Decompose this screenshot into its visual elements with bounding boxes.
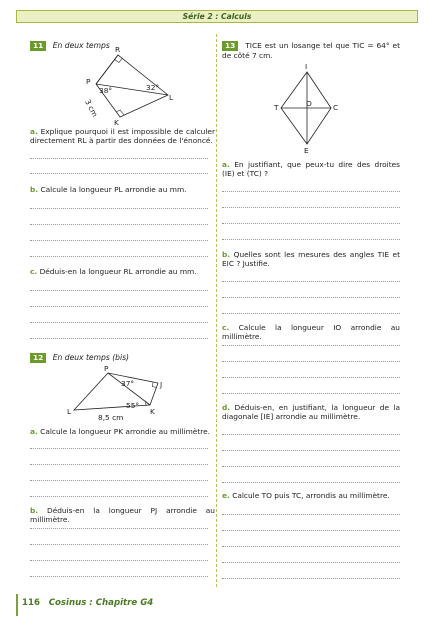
ex12-angle-p: 37°	[121, 379, 135, 388]
ex11-question-c-letter: c.	[30, 267, 38, 276]
ex12-question-a-text: Calcule la longueur PK arrondie au millimètre.	[40, 427, 210, 436]
answer-line[interactable]	[222, 450, 400, 451]
ex12-point-p: P	[104, 364, 109, 373]
ex13-question-a-letter: a.	[222, 160, 230, 169]
ex13-point-e: E	[304, 146, 309, 155]
chapter-title: Cosinus : Chapitre G4	[48, 598, 154, 608]
answer-line[interactable]	[222, 514, 400, 515]
ex13-question-c-text: Calcule la longueur IO arrondie au millimètre.	[222, 323, 400, 342]
ex13-question-e	[222, 491, 400, 500]
exercise-13-number: 13	[222, 41, 238, 51]
ex13-point-o: O	[306, 99, 312, 108]
ex13-question-a	[222, 160, 400, 179]
answer-line[interactable]	[222, 562, 400, 563]
answer-line[interactable]	[222, 393, 400, 394]
answer-line[interactable]	[222, 191, 400, 192]
answer-line[interactable]	[222, 297, 400, 298]
exercise-11-title: En deux temps	[52, 41, 110, 50]
ex12-question-a-letter: a.	[30, 427, 38, 436]
page-number: 116	[22, 598, 40, 608]
ex13-question-e-text: Calcule TO puis TC, arrondis au millimètre.	[232, 491, 390, 500]
answer-line[interactable]	[222, 239, 400, 240]
ex13-question-d-letter: d.	[222, 403, 231, 412]
ex13-question-d-text: Déduis-en, en justifiant, la longueur de la diagonale [IE] arrondie au millimètre.	[222, 403, 400, 422]
ex11-side-length: 3 cm	[83, 98, 100, 119]
exercise-12-number: 12	[30, 353, 46, 363]
ex13-question-a-text: En justifiant, que peux-tu dire des droites (IE) et (TC) ?	[222, 160, 400, 179]
answer-line[interactable]	[222, 546, 400, 547]
ex11-question-c-text: Déduis-en la longueur RL arrondie au mm.	[39, 267, 197, 276]
footer-accent-bar	[16, 594, 18, 616]
answer-line[interactable]	[222, 207, 400, 208]
answer-line[interactable]	[222, 281, 400, 282]
answer-line[interactable]	[222, 530, 400, 531]
ex11-point-r: R	[115, 45, 121, 54]
ex11-question-b-text: Calcule la longueur PL arrondie au mm.	[40, 185, 187, 194]
section-banner: Série 2 : Calculs	[16, 10, 418, 23]
ex11-angle-l: 32°	[146, 83, 160, 92]
ex13-question-b-text: Quelles sont les mesures des angles TIE et EIC ? Justifie.	[222, 250, 400, 269]
page-footer	[22, 598, 153, 609]
answer-line[interactable]	[222, 361, 400, 362]
ex11-point-l: L	[169, 93, 174, 102]
exercise-12-title: En deux temps (bis)	[52, 353, 130, 362]
answer-line[interactable]	[222, 377, 400, 378]
answer-line[interactable]	[222, 345, 400, 346]
ex13-point-t: T	[274, 103, 279, 112]
ex13-question-e-letter: e.	[222, 491, 230, 500]
ex12-point-j: J	[160, 380, 163, 389]
ex11-angle-p: 38°	[99, 86, 113, 95]
answer-line[interactable]	[222, 313, 400, 314]
ex13-question-b-letter: b.	[222, 250, 231, 259]
ex13-point-c: C	[333, 103, 339, 112]
exercise-11-number: 11	[30, 41, 46, 51]
ex13-question-c-letter: c.	[222, 323, 230, 332]
ex11-point-p: P	[86, 77, 91, 86]
ex12-question-b-text: Déduis-en la longueur PJ arrondie au millimètre.	[30, 506, 215, 525]
ex11-question-b-letter: b.	[30, 185, 39, 194]
ex11-question-a-letter: a.	[30, 127, 38, 136]
ex13-question-b	[222, 250, 400, 269]
ex11-question-a-text: Explique pourquoi il est impossible de calculer directement RL à partir des données de l'énoncé.	[30, 127, 215, 146]
answer-line[interactable]	[222, 434, 400, 435]
ex13-point-i: I	[305, 62, 308, 71]
ex12-side-length: 8,5 cm	[98, 413, 124, 422]
exercise-13-intro: TICE est un losange tel que TIC = 64° et de côté 7 cm.	[222, 41, 400, 60]
ex12-point-k: K	[150, 407, 155, 416]
answer-line[interactable]	[222, 482, 400, 483]
answer-line[interactable]	[222, 466, 400, 467]
ex12-point-l: L	[67, 407, 72, 416]
ex13-question-c	[222, 323, 400, 342]
answer-line[interactable]	[222, 223, 400, 224]
ex13-question-d	[222, 403, 400, 422]
ex12-angle-k: 55°	[126, 401, 140, 410]
answer-line[interactable]	[222, 578, 400, 579]
ex11-point-k: K	[114, 118, 119, 127]
ex12-question-b-letter: b.	[30, 506, 39, 515]
